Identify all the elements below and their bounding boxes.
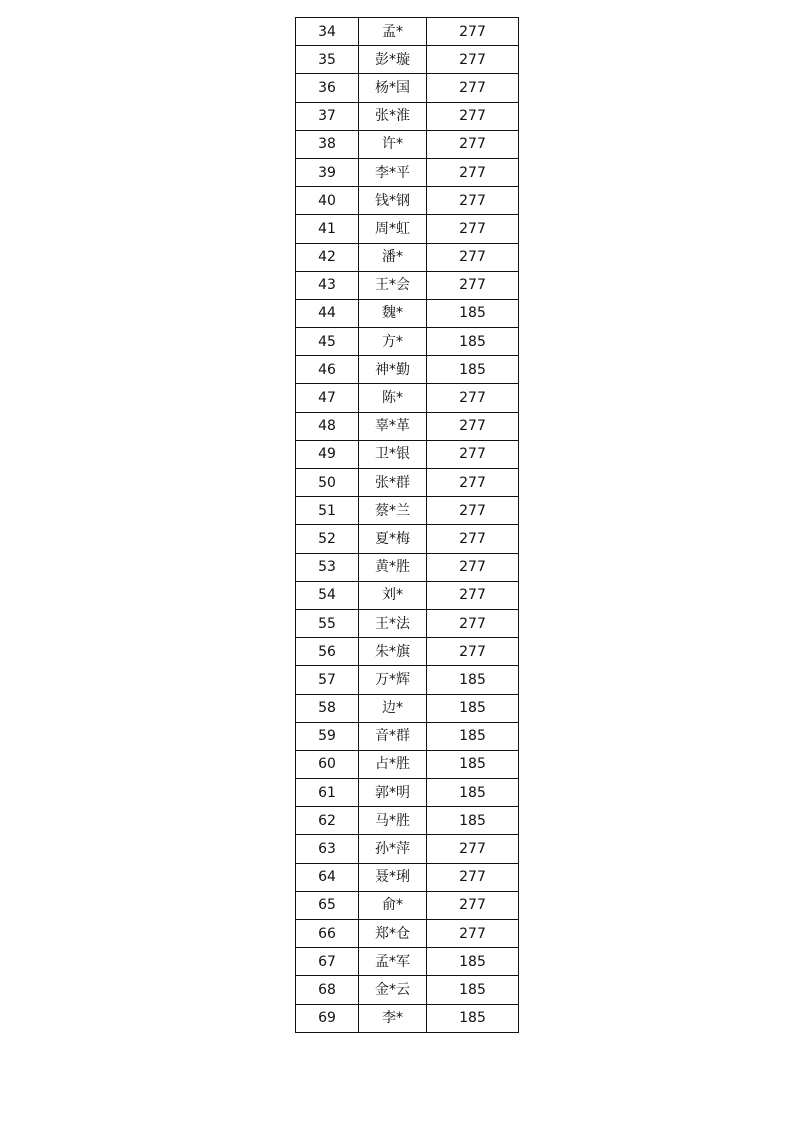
name-cell: 孙*萍: [359, 835, 427, 863]
row-number-cell: 50: [296, 469, 359, 497]
row-number-cell: 61: [296, 779, 359, 807]
amount-cell: 185: [427, 722, 519, 750]
row-number-cell: 65: [296, 891, 359, 919]
row-number-cell: 58: [296, 694, 359, 722]
amount-cell: 277: [427, 215, 519, 243]
amount-cell: 277: [427, 525, 519, 553]
row-number-cell: 48: [296, 412, 359, 440]
row-number-cell: 52: [296, 525, 359, 553]
row-number-cell: 42: [296, 243, 359, 271]
table-row: [296, 638, 519, 666]
table-row: [296, 581, 519, 609]
table-row: [296, 807, 519, 835]
table-row: [296, 356, 519, 384]
table-row: [296, 440, 519, 468]
name-cell: 蔡*兰: [359, 497, 427, 525]
name-cell: 俞*: [359, 891, 427, 919]
table-row: [296, 694, 519, 722]
name-cell: 周*虹: [359, 215, 427, 243]
amount-cell: 277: [427, 440, 519, 468]
table-row: [296, 271, 519, 299]
amount-cell: 277: [427, 412, 519, 440]
row-number-cell: 57: [296, 666, 359, 694]
row-number-cell: 67: [296, 948, 359, 976]
name-cell: 王*法: [359, 609, 427, 637]
amount-cell: 185: [427, 299, 519, 327]
row-number-cell: 43: [296, 271, 359, 299]
row-number-cell: 64: [296, 863, 359, 891]
table-row: [296, 102, 519, 130]
row-number-cell: 51: [296, 497, 359, 525]
amount-cell: 185: [427, 328, 519, 356]
name-cell: 魏*: [359, 299, 427, 327]
amount-cell: 277: [427, 553, 519, 581]
name-cell: 张*群: [359, 469, 427, 497]
row-number-cell: 40: [296, 187, 359, 215]
name-cell: 神*勤: [359, 356, 427, 384]
name-cell: 孟*军: [359, 948, 427, 976]
name-cell: 辜*革: [359, 412, 427, 440]
roster-table: [295, 17, 519, 1033]
name-cell: 黄*胜: [359, 553, 427, 581]
amount-cell: 277: [427, 74, 519, 102]
amount-cell: 185: [427, 694, 519, 722]
name-cell: 张*淮: [359, 102, 427, 130]
row-number-cell: 69: [296, 1004, 359, 1032]
amount-cell: 277: [427, 18, 519, 46]
name-cell: 许*: [359, 130, 427, 158]
table-row: [296, 158, 519, 186]
row-number-cell: 36: [296, 74, 359, 102]
row-number-cell: 59: [296, 722, 359, 750]
table-row: [296, 187, 519, 215]
name-cell: 卫*银: [359, 440, 427, 468]
row-number-cell: 54: [296, 581, 359, 609]
name-cell: 金*云: [359, 976, 427, 1004]
table-row: [296, 74, 519, 102]
table-row: [296, 243, 519, 271]
amount-cell: 277: [427, 609, 519, 637]
row-number-cell: 38: [296, 130, 359, 158]
table-row: [296, 130, 519, 158]
row-number-cell: 53: [296, 553, 359, 581]
name-cell: 钱*钢: [359, 187, 427, 215]
name-cell: 边*: [359, 694, 427, 722]
amount-cell: 277: [427, 271, 519, 299]
name-cell: 夏*梅: [359, 525, 427, 553]
amount-cell: 277: [427, 863, 519, 891]
table-row: [296, 215, 519, 243]
row-number-cell: 44: [296, 299, 359, 327]
amount-cell: 277: [427, 158, 519, 186]
row-number-cell: 68: [296, 976, 359, 1004]
table-row: [296, 46, 519, 74]
name-cell: 潘*: [359, 243, 427, 271]
row-number-cell: 49: [296, 440, 359, 468]
table-row: [296, 948, 519, 976]
amount-cell: 185: [427, 356, 519, 384]
table-row: [296, 891, 519, 919]
table-row: [296, 497, 519, 525]
table-row: [296, 299, 519, 327]
row-number-cell: 60: [296, 750, 359, 778]
roster-table-body: [296, 18, 519, 1033]
name-cell: 占*胜: [359, 750, 427, 778]
row-number-cell: 63: [296, 835, 359, 863]
row-number-cell: 66: [296, 920, 359, 948]
row-number-cell: 35: [296, 46, 359, 74]
row-number-cell: 62: [296, 807, 359, 835]
amount-cell: 185: [427, 807, 519, 835]
amount-cell: 277: [427, 384, 519, 412]
amount-cell: 185: [427, 779, 519, 807]
row-number-cell: 34: [296, 18, 359, 46]
table-row: [296, 469, 519, 497]
amount-cell: 277: [427, 469, 519, 497]
row-number-cell: 46: [296, 356, 359, 384]
name-cell: 孟*: [359, 18, 427, 46]
name-cell: 刘*: [359, 581, 427, 609]
table-row: [296, 384, 519, 412]
amount-cell: 277: [427, 130, 519, 158]
table-row: [296, 328, 519, 356]
name-cell: 彭*璇: [359, 46, 427, 74]
amount-cell: 277: [427, 835, 519, 863]
row-number-cell: 47: [296, 384, 359, 412]
table-row: [296, 553, 519, 581]
name-cell: 音*群: [359, 722, 427, 750]
name-cell: 聂*琍: [359, 863, 427, 891]
amount-cell: 185: [427, 1004, 519, 1032]
table-row: [296, 835, 519, 863]
name-cell: 李*平: [359, 158, 427, 186]
amount-cell: 277: [427, 243, 519, 271]
amount-cell: 277: [427, 187, 519, 215]
name-cell: 朱*旗: [359, 638, 427, 666]
table-row: [296, 1004, 519, 1032]
table-row: [296, 779, 519, 807]
amount-cell: 277: [427, 581, 519, 609]
amount-cell: 185: [427, 666, 519, 694]
row-number-cell: 39: [296, 158, 359, 186]
amount-cell: 277: [427, 920, 519, 948]
table-row: [296, 920, 519, 948]
name-cell: 郭*明: [359, 779, 427, 807]
name-cell: 李*: [359, 1004, 427, 1032]
amount-cell: 277: [427, 638, 519, 666]
name-cell: 马*胜: [359, 807, 427, 835]
name-cell: 方*: [359, 328, 427, 356]
row-number-cell: 55: [296, 609, 359, 637]
table-row: [296, 525, 519, 553]
table-row: [296, 412, 519, 440]
name-cell: 陈*: [359, 384, 427, 412]
name-cell: 杨*国: [359, 74, 427, 102]
name-cell: 郑*仓: [359, 920, 427, 948]
amount-cell: 185: [427, 976, 519, 1004]
amount-cell: 277: [427, 497, 519, 525]
amount-cell: 185: [427, 948, 519, 976]
amount-cell: 277: [427, 102, 519, 130]
table-row: [296, 750, 519, 778]
name-cell: 万*辉: [359, 666, 427, 694]
row-number-cell: 45: [296, 328, 359, 356]
row-number-cell: 37: [296, 102, 359, 130]
table-row: [296, 863, 519, 891]
table-row: [296, 976, 519, 1004]
amount-cell: 185: [427, 750, 519, 778]
table-row: [296, 18, 519, 46]
table-row: [296, 609, 519, 637]
table-row: [296, 722, 519, 750]
row-number-cell: 41: [296, 215, 359, 243]
row-number-cell: 56: [296, 638, 359, 666]
amount-cell: 277: [427, 46, 519, 74]
name-cell: 王*会: [359, 271, 427, 299]
amount-cell: 277: [427, 891, 519, 919]
table-row: [296, 666, 519, 694]
